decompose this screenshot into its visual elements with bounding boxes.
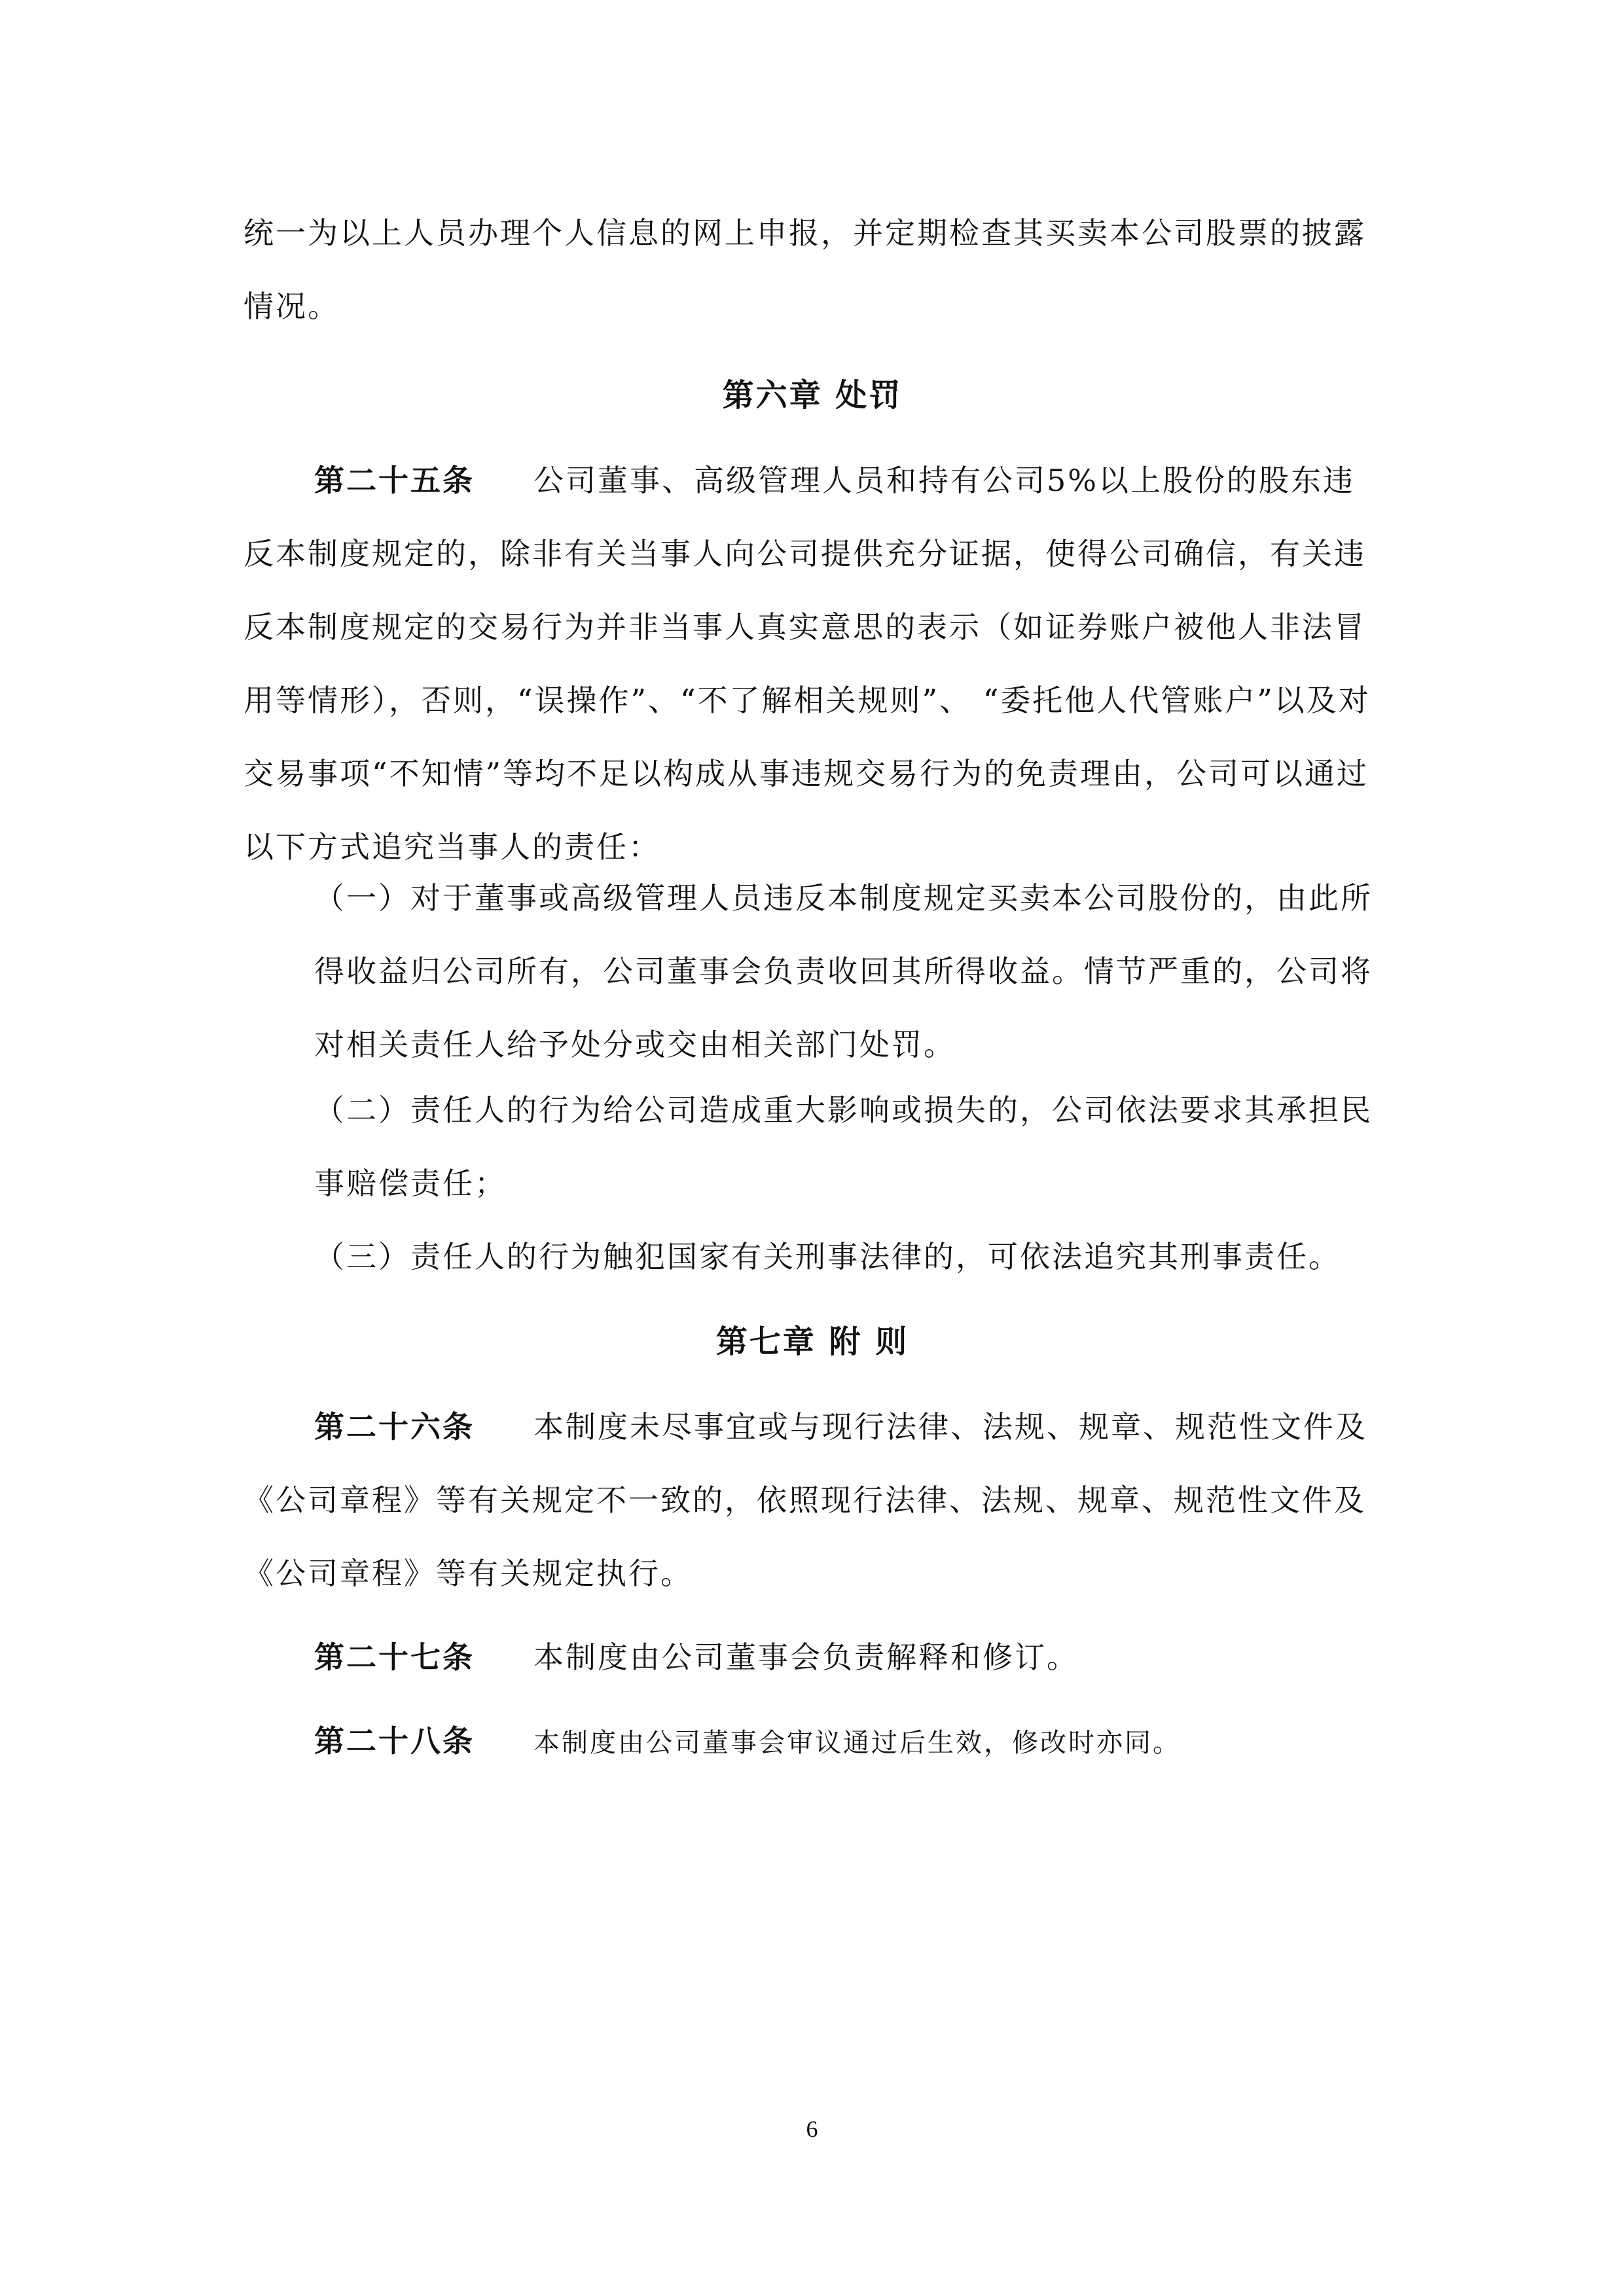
- page-number: 6: [806, 2116, 818, 2142]
- chapter-7-heading: 第七章 附 则: [715, 1323, 909, 1360]
- article-26-text: 本制度未尽事宜或与现行法律、法规、规章、规范性文件及《公司章程》等有关规定不一致的，依照现行法律、法规、规章、规范性文件及《公司章程》等有关规定执行。: [244, 1409, 1367, 1591]
- article-25-text: 公司董事、高级管理人员和持有公司5%以上股份的股东违反本制度规定的，除非有关当事人向公司提供充分证据，使得公司确信，有关违反本制度规定的交易行为并非当事人真实意思的表示（如证券账户被他人非法冒用等情形），否则，“误操作”、“不了解相关规则”、 “委托他人代管账户”以及对交易事项“不知情”等均不足以构成从事违规交易行为的免责理由，公司可以通过以下方式追究当事人的责任：: [244, 463, 1371, 865]
- article-25-item-3: （三）责任人的行为触犯国家有关刑事法律的，可依法追究其刑事责任。: [314, 1239, 1341, 1274]
- article-28-number: 第二十八条: [314, 1723, 475, 1759]
- article-25-paragraph: [244, 444, 1381, 884]
- article-27-number: 第二十七条: [314, 1640, 475, 1675]
- chapter-6-heading: 第六章 处罚: [722, 377, 903, 414]
- article-25-item-1: （一）对于董事或高级管理人员违反本制度规定买卖本公司股份的，由此所得收益归公司所有，公司董事会负责收回其所得收益。情节严重的，公司将对相关责任人给予处分或交由相关部门处罚。: [314, 880, 1373, 1062]
- article-25-number: 第二十五条: [314, 463, 475, 498]
- continuation-paragraph: 统一为以上人员办理个人信息的网上申报，并定期检查其买卖本公司股票的披露情况。: [244, 215, 1366, 324]
- article-28-text: 本制度由公司董事会审议通过后生效，修改时亦同。: [533, 1728, 1181, 1758]
- article-26-number: 第二十六条: [314, 1409, 475, 1444]
- article-25-item-2: （二）责任人的行为给公司造成重大影响或损失的，公司依法要求其承担民事赔偿责任；: [314, 1092, 1373, 1201]
- article-28-paragraph: [244, 1704, 1381, 1780]
- article-27-paragraph: [244, 1621, 1381, 1694]
- article-26-paragraph: [244, 1390, 1381, 1610]
- article-27-text: 本制度由公司董事会负责解释和修订。: [533, 1640, 1079, 1675]
